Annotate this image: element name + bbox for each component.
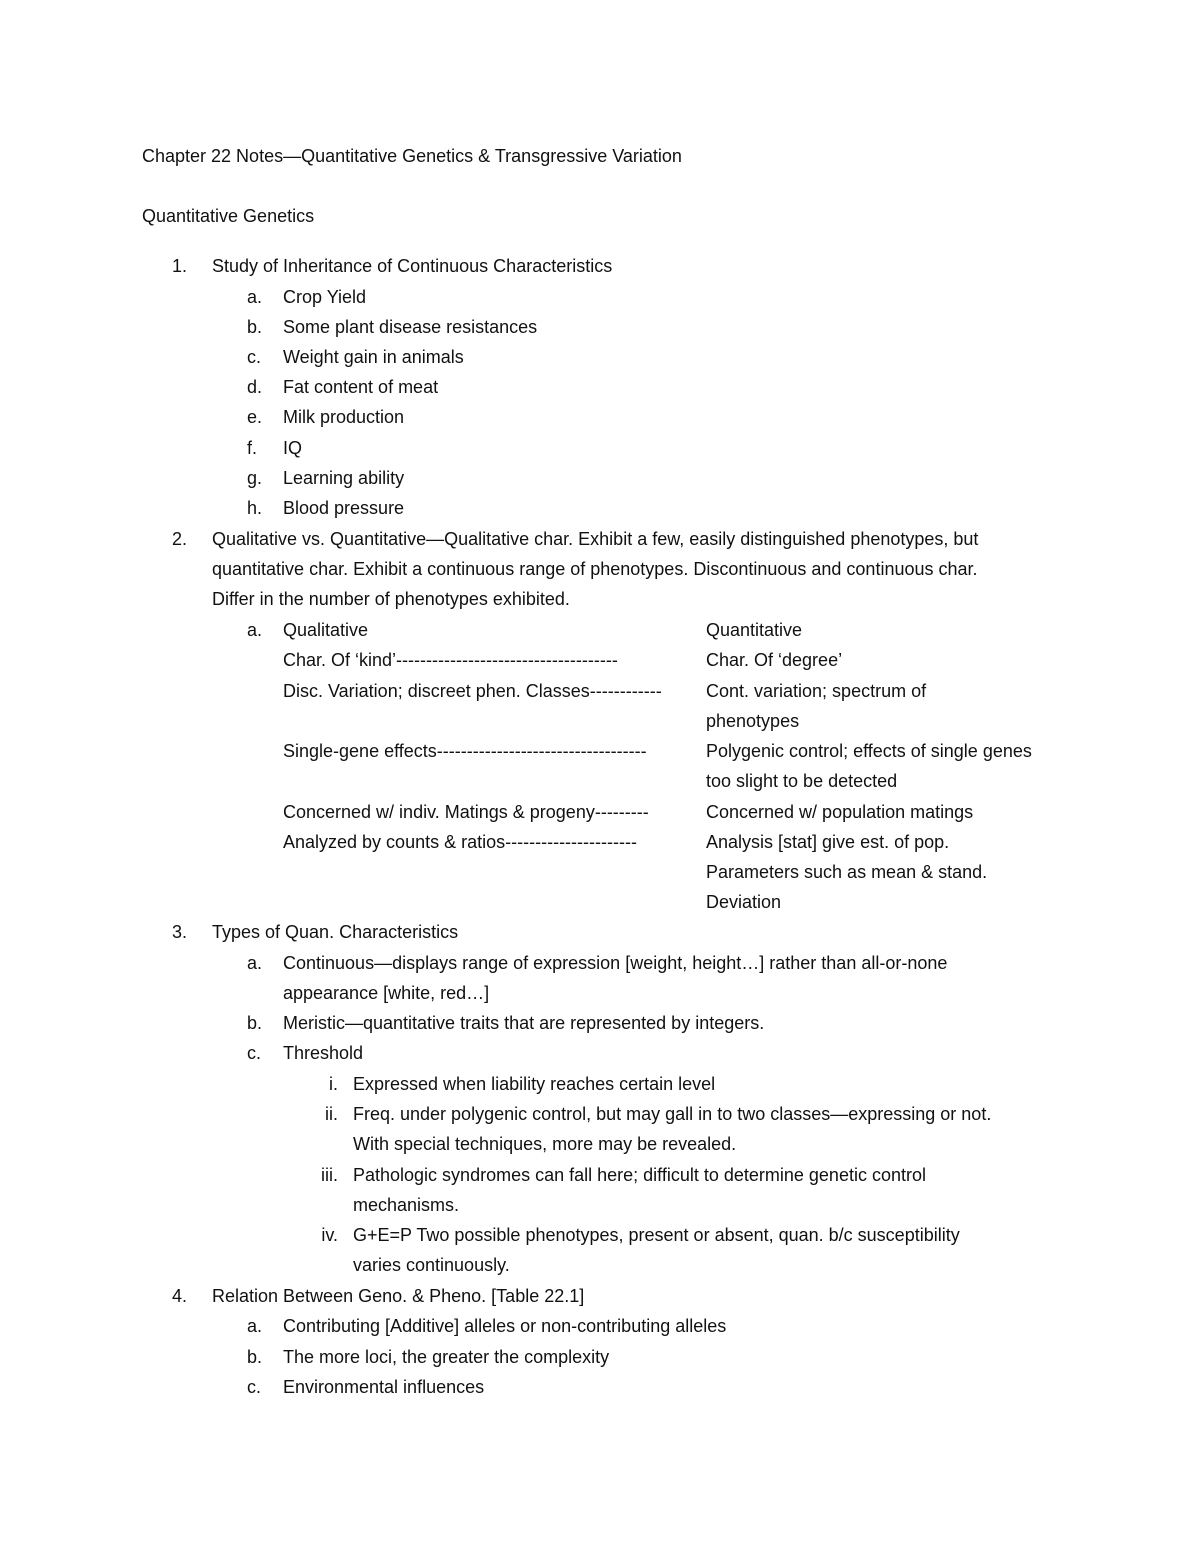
quantitative-cell: Deviation	[706, 892, 782, 912]
qualitative-cell: Char. Of ‘kind’-------------------------------------	[283, 650, 618, 670]
sub-item-text: Weight gain in animals	[283, 347, 464, 367]
sub-item-text: IQ	[283, 438, 303, 458]
roman-marker: iv.	[321, 1225, 338, 1245]
roman-item-text: Expressed when liability reaches certain level	[353, 1074, 716, 1094]
sub-item-text: Learning ability	[283, 468, 405, 488]
roman-item-text: varies continuously.	[353, 1255, 510, 1275]
document-title: Chapter 22 Notes—Quantitative Genetics & Transgressive Variation	[142, 146, 682, 166]
qualitative-cell: Concerned w/ indiv. Matings & progeny---------	[283, 802, 649, 822]
quantitative-cell: Polygenic control; effects of single genes	[706, 741, 1032, 761]
list-marker: 1.	[172, 256, 188, 276]
sub-marker: f.	[247, 438, 258, 458]
list-item-text: Differ in the number of phenotypes exhibited.	[212, 589, 570, 609]
sub-marker: c.	[247, 1377, 262, 1397]
roman-marker: iii.	[321, 1165, 338, 1185]
column-header-qualitative: Qualitative	[283, 620, 369, 640]
sub-marker: d.	[247, 377, 263, 397]
column-header-quantitative: Quantitative	[706, 620, 803, 640]
quantitative-cell: Analysis [stat] give est. of pop.	[706, 832, 950, 852]
sub-item-text: Milk production	[283, 407, 405, 427]
sub-item-text: Threshold	[283, 1043, 364, 1063]
sub-marker: e.	[247, 407, 263, 427]
sub-item-text: Blood pressure	[283, 498, 405, 518]
sub-marker: a.	[247, 953, 263, 973]
sub-marker: a.	[247, 620, 263, 640]
roman-item-text: G+E=P Two possible phenotypes, present or absent, quan. b/c susceptibility	[353, 1225, 960, 1245]
sub-item-text: Some plant disease resistances	[283, 317, 538, 337]
list-item-text: quantitative char. Exhibit a continuous range of phenotypes. Discontinuous and continuous char.	[212, 559, 978, 579]
sub-item-text: appearance [white, red…]	[283, 983, 490, 1003]
section-title: Quantitative Genetics	[142, 206, 315, 226]
sub-item-text: Meristic—quantitative traits that are represented by integers.	[283, 1013, 765, 1033]
qualitative-cell: Single-gene effects-----------------------------------	[283, 741, 647, 761]
quantitative-cell: too slight to be detected	[706, 771, 898, 791]
list-item-text: Relation Between Geno. & Pheno. [Table 22.1]	[212, 1286, 585, 1306]
list-item-text: Qualitative vs. Quantitative—Qualitative char. Exhibit a few, easily distinguished phenotypes, but	[212, 529, 979, 549]
qualitative-cell: Disc. Variation; discreet phen. Classes------------	[283, 681, 662, 701]
roman-item-text: Freq. under polygenic control, but may gall in to two classes—expressing or not.	[353, 1104, 992, 1124]
sub-item-text: Contributing [Additive] alleles or non-contributing alleles	[283, 1316, 727, 1336]
sub-item-text: Environmental influences	[283, 1377, 485, 1397]
qualitative-cell: Analyzed by counts & ratios----------------------	[283, 832, 637, 852]
quantitative-cell: Cont. variation; spectrum of	[706, 681, 927, 701]
roman-item-text: mechanisms.	[353, 1195, 460, 1215]
sub-marker: g.	[247, 468, 263, 488]
quantitative-cell: Concerned w/ population matings	[706, 802, 974, 822]
roman-item-text: With special techniques, more may be revealed.	[353, 1134, 737, 1154]
sub-marker: h.	[247, 498, 263, 518]
quantitative-cell: Char. Of ‘degree’	[706, 650, 843, 670]
list-marker: 2.	[172, 529, 188, 549]
quantitative-cell: phenotypes	[706, 711, 800, 731]
sub-marker: b.	[247, 1347, 263, 1367]
list-marker: 4.	[172, 1286, 188, 1306]
sub-item-text: Crop Yield	[283, 287, 367, 307]
sub-marker: c.	[247, 1043, 262, 1063]
list-item-text: Study of Inheritance of Continuous Characteristics	[212, 256, 613, 276]
sub-item-text: Continuous—displays range of expression [weight, height…] rather than all-or-none	[283, 953, 948, 973]
sub-marker: b.	[247, 317, 263, 337]
sub-item-text: Fat content of meat	[283, 377, 439, 397]
list-item-text: Types of Quan. Characteristics	[212, 922, 459, 942]
sub-marker: a.	[247, 287, 263, 307]
quantitative-cell: Parameters such as mean & stand.	[706, 862, 988, 882]
sub-marker: a.	[247, 1316, 263, 1336]
list-marker: 3.	[172, 922, 188, 942]
roman-marker: i.	[329, 1074, 338, 1094]
sub-item-text: The more loci, the greater the complexity	[283, 1347, 610, 1367]
roman-marker: ii.	[325, 1104, 338, 1124]
roman-item-text: Pathologic syndromes can fall here; difficult to determine genetic control	[353, 1165, 926, 1185]
sub-marker: b.	[247, 1013, 263, 1033]
sub-marker: c.	[247, 347, 262, 367]
